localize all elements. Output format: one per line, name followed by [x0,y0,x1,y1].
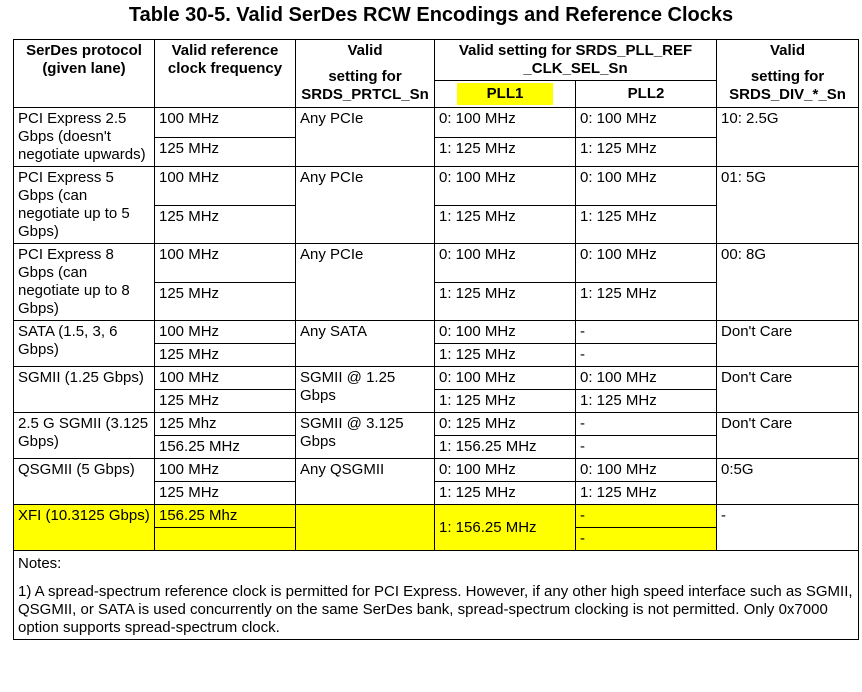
pll1-cell: 1: 125 MHz [435,482,576,505]
prtcl-cell: Any QSGMII [296,459,435,505]
table-row [14,167,859,206]
div-cell: 01: 5G [717,167,859,244]
protocol-cell: PCI Express 8 Gbps (can negotiate up to 8 Gbps) [14,244,155,321]
ref-freq-cell: 100 MHz [155,244,296,283]
header-pll1-label: PLL1 [457,83,554,105]
protocol-cell: 2.5 G SGMII (3.125 Gbps) [14,413,155,459]
pll2-cell: 1: 125 MHz [576,137,717,167]
pll1-cell: 0: 100 MHz [435,244,576,283]
notes-row [14,575,859,640]
header-pll2: PLL2 [576,81,717,108]
pll1-cell: 0: 100 MHz [435,321,576,344]
pll2-cell: - [576,321,717,344]
pll1-cell: 0: 125 MHz [435,413,576,436]
ref-freq-cell: 125 MHz [155,390,296,413]
table-row [14,108,859,138]
ref-freq-cell: 125 MHz [155,282,296,321]
pll2-cell: 0: 100 MHz [576,367,717,390]
prtcl-cell: Any PCIe [296,167,435,244]
pll1-cell: 0: 100 MHz [435,108,576,138]
div-cell: Don't Care [717,413,859,459]
pll1-cell: 1: 125 MHz [435,137,576,167]
header-div-top: Valid [770,42,806,59]
ref-freq-cell: 100 MHz [155,321,296,344]
ref-freq-cell [155,528,296,551]
pll2-cell: 1: 125 MHz [576,205,717,244]
ref-freq-cell: 156.25 Mhz [155,505,296,528]
table-title: Table 30-5. Valid SerDes RCW Encodings and Reference Clocks [128,4,734,26]
pll2-cell: - [576,344,717,367]
div-cell: - [717,505,859,551]
table-row [14,367,859,390]
pll1-cell: 1: 125 MHz [435,344,576,367]
table-row [14,244,859,283]
div-cell: Don't Care [717,321,859,367]
pll2-cell: 0: 100 MHz [576,108,717,138]
pll2-cell: 1: 125 MHz [576,482,717,505]
header-pll1 [435,81,576,108]
pll1-cell: 1: 125 MHz [435,390,576,413]
table-row [14,413,859,436]
pll2-cell: - [576,436,717,459]
serdes-rcw-table [13,39,859,640]
ref-freq-cell: 156.25 MHz [155,436,296,459]
header-row [14,40,859,81]
ref-freq-cell: 125 MHz [155,344,296,367]
pll1-cell: 1: 156.25 MHz [435,436,576,459]
pll1-cell: 0: 100 MHz [435,367,576,390]
div-cell: Don't Care [717,367,859,413]
ref-freq-cell: 100 MHz [155,167,296,206]
table-row [14,459,859,482]
prtcl-cell: Any PCIe [296,108,435,167]
ref-freq-cell: 100 MHz [155,367,296,390]
prtcl-cell: Any PCIe [296,244,435,321]
pll2-cell: 0: 100 MHz [576,244,717,283]
ref-freq-cell: 125 Mhz [155,413,296,436]
protocol-cell: QSGMII (5 Gbps) [14,459,155,505]
protocol-cell: PCI Express 2.5 Gbps (doesn't negotiate upwards) [14,108,155,167]
pll2-cell: - [576,505,717,528]
pll2-cell: - [576,413,717,436]
note-1: 1) A spread-spectrum reference clock is permitted for PCI Express. However, if any other high speed interface such as SGMII, QSGMII, or SATA is used concurrently on the same SerDes bank, spread-spectrum clocking is not permitted. Only 0x7000 option supports spread-spectrum clock. [14,575,859,640]
header-div-bottom: setting for SRDS_DIV_*_Sn [729,68,846,103]
table-row [14,321,859,344]
protocol-cell: XFI (10.3125 Gbps) [14,505,155,551]
header-prtcl [296,40,435,108]
pll1-cell: 0: 100 MHz [435,167,576,206]
header-prtcl-top: Valid [347,42,383,59]
prtcl-cell: Any SATA [296,321,435,367]
header-protocol: SerDes protocol (given lane) [14,40,155,108]
pll1-cell: 1: 156.25 MHz [435,505,576,551]
ref-freq-cell: 100 MHz [155,108,296,138]
pll2-cell: 0: 100 MHz [576,167,717,206]
pll1-cell: 1: 125 MHz [435,282,576,321]
table-row [14,505,859,528]
prtcl-cell: SGMII @ 1.25 Gbps [296,367,435,413]
pll1-cell: 0: 100 MHz [435,459,576,482]
prtcl-cell: SGMII @ 3.125 Gbps [296,413,435,459]
header-prtcl-bottom: setting for SRDS_PRTCL_Sn [301,68,429,103]
notes-row [14,551,859,576]
div-cell: 0:5G [717,459,859,505]
pll2-cell: 1: 125 MHz [576,390,717,413]
ref-freq-cell: 100 MHz [155,459,296,482]
protocol-cell: PCI Express 5 Gbps (can negotiate up to 5 Gbps) [14,167,155,244]
pll2-cell: - [576,528,717,551]
protocol-cell: SGMII (1.25 Gbps) [14,367,155,413]
protocol-cell: SATA (1.5, 3, 6 Gbps) [14,321,155,367]
ref-freq-cell: 125 MHz [155,137,296,167]
header-ref-freq: Valid reference clock frequency [155,40,296,108]
header-div [717,40,859,108]
header-pll-ref: Valid setting for SRDS_PLL_REF _CLK_SEL_Sn [435,40,717,81]
div-cell: 10: 2.5G [717,108,859,167]
prtcl-cell [296,505,435,551]
pll2-cell: 1: 125 MHz [576,282,717,321]
pll2-cell: 0: 100 MHz [576,459,717,482]
ref-freq-cell: 125 MHz [155,482,296,505]
div-cell: 00: 8G [717,244,859,321]
pll1-cell: 1: 125 MHz [435,205,576,244]
ref-freq-cell: 125 MHz [155,205,296,244]
notes-label: Notes: [14,551,859,576]
